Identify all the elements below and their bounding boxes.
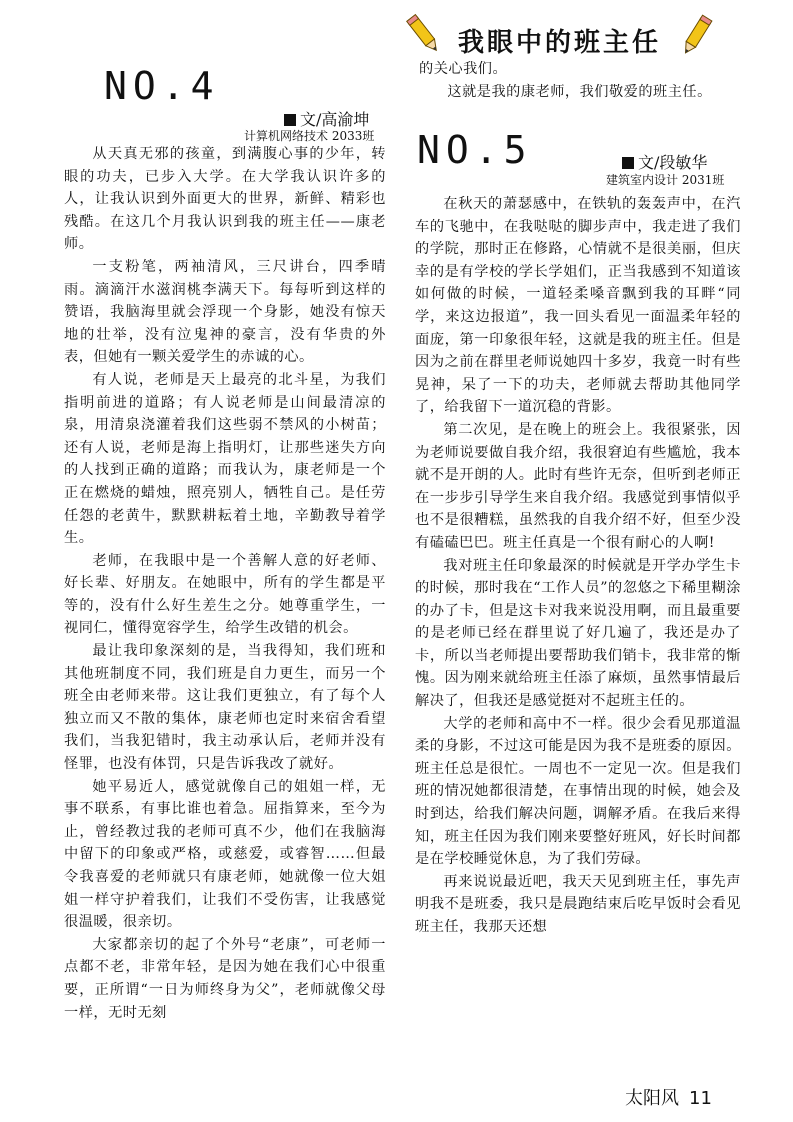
- article-number: NO.5: [417, 128, 533, 172]
- author-byline: [622, 150, 707, 173]
- square-bullet-icon: [284, 114, 296, 126]
- author-name: 文/高渝坤: [300, 110, 370, 129]
- page-footer: [625, 1084, 712, 1110]
- paragraph: 从天真无邪的孩童，到满腹心事的少年，转眼的功夫，已步入大学。在大学我认识许多的人，让我认识到外面更大的世界，新鲜、精彩也残酷。在这几个月我认识到我的班主任——康老师。: [64, 146, 386, 253]
- paragraph: 第二次见，是在晚上的班会上。我很紧张，因为老师说要做自我介绍，我很窘迫有些尴尬，我本就不是开朗的人。此时有些许无奈，但听到老师正在一步步引导学生来自我介绍。我感觉到事情似乎也不是很糟糕，虽然我的自我介绍不好，但至少没有磕磕巴巴。班主任真是一个很有耐心的人啊!: [415, 421, 741, 551]
- square-bullet-icon: [622, 157, 634, 169]
- paragraph: 最让我印象深刻的是，当我得知，我们班和其他班制度不同，我们班是自力更生，而另一个班全由老师来带。这让我们更独立，有了每个人独立而又不散的集体，康老师也定时来宿舍看望我们，当我犯错时，我主动承认后，老师并没有怪罪，也没有体罚，只是告诉我改了就好。: [64, 643, 386, 773]
- article-body-left: [64, 143, 386, 1024]
- pencil-icon: [676, 14, 716, 60]
- paragraph: 我对班主任印象最深的时候就是开学办学生卡的时候，那时我在“工作人员”的忽悠之下稀里糊涂的办了卡，但是这卡对我来说没用啊，而且最重要的是老师已经在群里说了好几遍了，我还是办了卡，所以当老师提出要帮助我们销卡，我非常的惭愧。因为刚来就给班主任添了麻烦，虽然事情最后解决了，但我还是感觉挺对不起班主任的。: [415, 557, 741, 710]
- author-name: 文/段敏华: [638, 153, 708, 172]
- paragraph: 大家都亲切的起了个外号“老康”，可老师一点都不老，非常年轻，是因为她在我们心中很重要，正所谓“一日为师终身为父”，老师就像父母一样，无时无刻: [64, 936, 386, 1021]
- magazine-name: 太阳风: [625, 1088, 679, 1109]
- paragraph: 这就是我的康老师，我们敬爱的班主任。: [447, 83, 712, 100]
- article-number: NO.4: [104, 64, 220, 108]
- pencil-icon: [405, 12, 445, 58]
- paragraph: 在秋天的萧瑟感中，在铁轨的轰轰声中，在汽车的飞驰中，在我哒哒的脚步声中，我走进了我们的学院，那时正在修路，心情就不是很美丽，但庆幸的是有学校的学长学姐们，正当我感到不知道该如何做的时候，一道轻柔嗓音飘到我的耳畔“同学，来这边报道”，我一回头看见一面温柔年轻的面庞，第一印象很年轻，这就是我的班主任。但是因为之前在群里老师说她四十多岁，我竟一时有些晃神，呆了一下的功夫，老师就去帮助其他同学了，给我留下一道沉稳的背影。: [415, 196, 741, 416]
- paragraph: 她平易近人，感觉就像自己的姐姐一样，无事不联系，有事比谁也着急。屈指算来，至今为止，曾经教过我的老师可真不少，他们在我脑海中留下的印象或严格，或慈爱，或睿智……但最令我喜爱的老师就只有康老师，她就像一位大姐姐一样守护着我们，让我们不受伤害，让我感觉很温暖，很亲切。: [64, 778, 386, 931]
- paragraph: 老师，在我眼中是一个善解人意的好老师、好长辈、好朋友。在她眼中，所有的学生都是平等的，没有什么好生差生之分。她尊重学生，一视同仁，懂得宽容学生，给学生改错的机会。: [64, 552, 386, 637]
- paragraph: 的关心我们。: [419, 61, 508, 77]
- article-continuation: [419, 58, 739, 103]
- paragraph: 大学的老师和高中不一样。很少会看见那道温柔的身影，不过这可能是因为我不是班委的原因。班主任总是很忙。一周也不一定见一次。但是我们班的情况她都很清楚，在事情出现的时候，她会及时到达，给我们解决问题，调解矛盾。在我后来得知，班主任因为我们刚来要整好班风，好长时间都是在学校睡觉休息，为了我们劳碌。: [415, 715, 741, 868]
- paragraph: 一支粉笔，两袖清风，三尺讲台，四季晴雨。滴滴汗水滋润桃李满天下。每每听到这样的赞语，我脑海里就会浮现一个身影，她没有惊天地的壮举，没有泣鬼神的豪言，没有华贵的外表，但她有一颗关爱学生的赤诚的心。: [64, 258, 386, 366]
- paragraph: 再来说说最近吧，我天天见到班主任，事先声明我不是班委，我只是晨跑结束后吃早饭时会看见班主任，我那天还想: [415, 873, 741, 935]
- article-body-right: [415, 193, 741, 939]
- page-number: 11: [689, 1088, 712, 1109]
- page-title: 我眼中的班主任: [458, 28, 662, 58]
- author-class: 计算机网络技术 2033班: [244, 129, 375, 143]
- paragraph: 有人说，老师是天上最亮的北斗星，为我们指明前进的道路；有人说老师是山间最清凉的泉，用清泉浇灌着我们这些弱不禁风的小树苗；还有人说，老师是海上指明灯，让那些迷失方向的人找到正确的道路；而我认为，康老师是一个正在燃烧的蜡烛，照亮别人，牺牲自己。是任劳任怨的老黄牛，默默耕耘着土地，辛勤教导着学生。: [64, 371, 386, 547]
- author-class: 建筑室内设计 2031班: [606, 173, 725, 187]
